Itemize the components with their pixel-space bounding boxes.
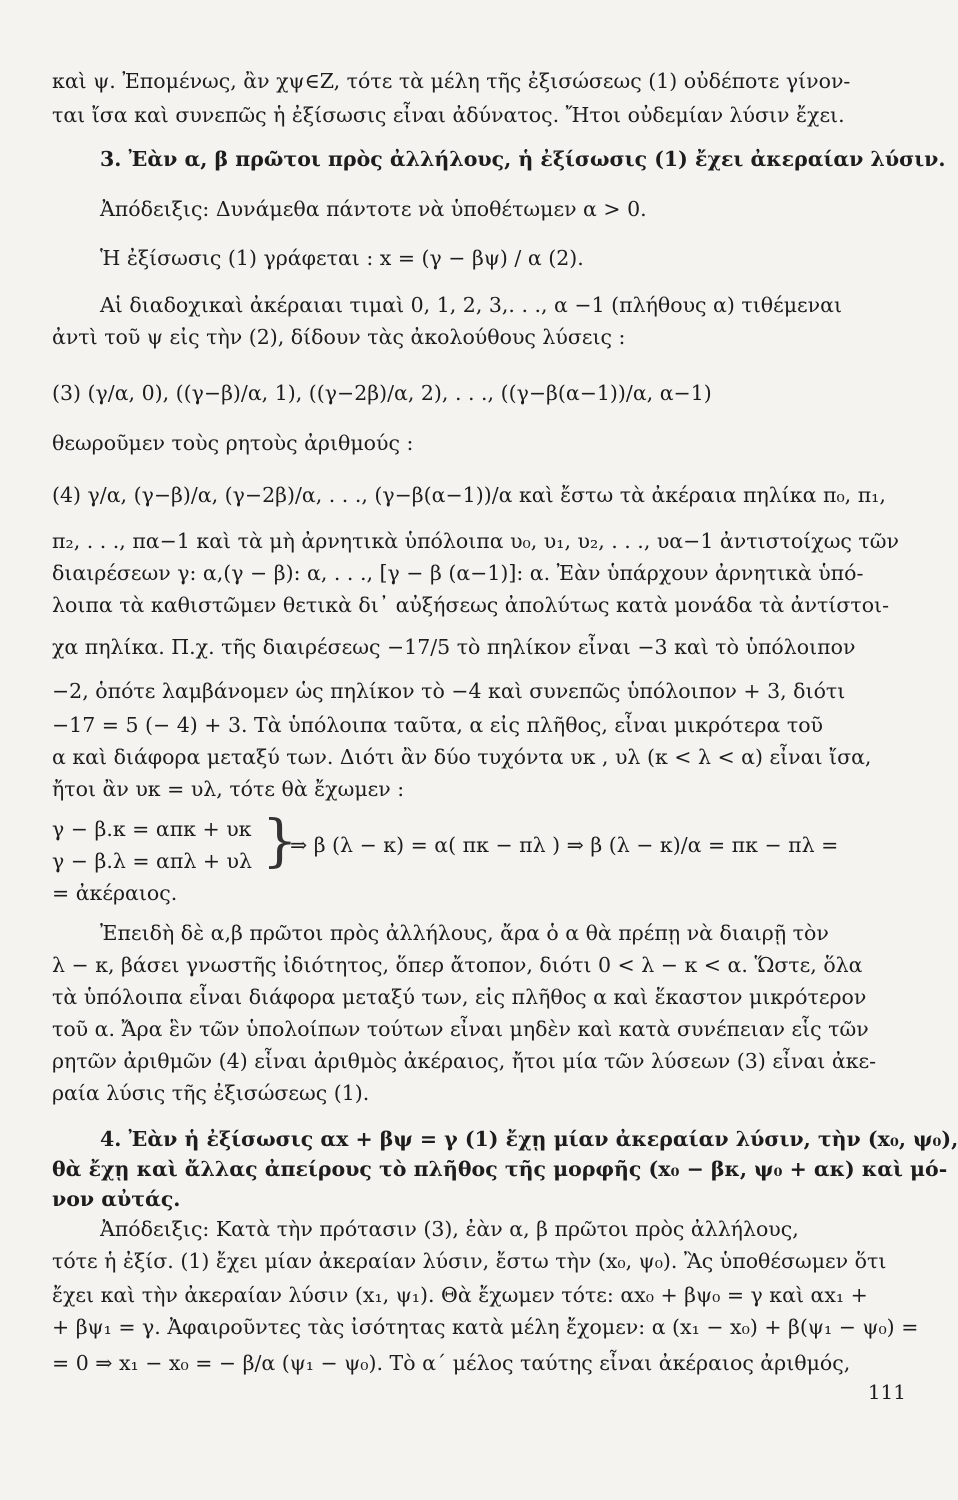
proof-intro: Ἀπόδειξις: Δυνάμεθα πάντοτε νὰ ὑποθέτωμεν α > 0. (100, 197, 647, 221)
brace-icon: } (262, 809, 298, 874)
text-line: = ἀκέραιος. (52, 881, 178, 905)
text-line: Αἱ διαδοχικαὶ ἀκέραιαι τιμαὶ 0, 1, 2, 3,. . ., α −1 (πλήθους α) τιθέμεναι (100, 293, 843, 317)
system-implication: ⇒ β (λ − κ) = α( πκ − πλ ) ⇒ β (λ − κ)/α = πκ − πλ = (290, 833, 839, 857)
section-heading-4-cont: θὰ ἔχῃ καὶ ἄλλας ἀπείρους τὸ πλῆθος τῆς μορφῆς (x₀ − βκ, ψ₀ + ακ) καὶ μό- (52, 1157, 948, 1181)
system-equation-2: γ − β.λ = απλ + υλ (52, 849, 253, 873)
proof-intro: Ἀπόδειξις: Κατὰ τὴν πρότασιν (3), ἐὰν α, β πρῶτοι πρὸς ἀλλήλους, (100, 1217, 799, 1241)
text-line: = 0 ⇒ x₁ − x₀ = − β/α (ψ₁ − ψ₀). Τὸ α´ μέλος ταύτης εἶναι ἀκέραιος ἀριθμός, (52, 1351, 851, 1375)
text-line: τοῦ α. Ἄρα ἓν τῶν ὑπολοίπων τούτων εἶναι μηδὲν καὶ κατὰ συνέπειαν εἷς τῶν (52, 1017, 869, 1041)
text-line: −17 = 5 (− 4) + 3. Τὰ ὑπόλοιπα ταῦτα, α εἰς πλῆθος, εἶναι μικρότερα τοῦ (52, 713, 823, 737)
page-number: 111 (867, 1380, 906, 1404)
text-line: λ − κ, βάσει γνωστῆς ἰδιότητος, ὅπερ ἄτοπον, διότι 0 < λ − κ < α. Ὥστε, ὅλα (52, 953, 863, 977)
text-line: τότε ἡ ἐξίσ. (1) ἔχει μίαν ἀκεραίαν λύσιν, ἔστω τὴν (x₀, ψ₀). Ἂς ὑποθέσωμεν ὅτι (52, 1249, 887, 1273)
text-line: χα πηλίκα. Π.χ. τῆς διαιρέσεως −17/5 τὸ πηλίκον εἶναι −3 καὶ τὸ ὑπόλοιπον (52, 635, 856, 659)
text-line: −2, ὁπότε λαμβάνομεν ὡς πηλίκον τὸ −4 καὶ συνεπῶς ὑπόλοιπον + 3, διότι (52, 679, 846, 703)
text-line: θεωροῦμεν τοὺς ρητοὺς ἀριθμούς : (52, 431, 414, 455)
section-heading-4: 4. Ἐὰν ἡ ἐξίσωσις αx + βψ = γ (1) ἔχῃ μίαν ἀκεραίαν λύσιν, τὴν (x₀, ψ₀), (100, 1127, 958, 1151)
text-line: α καὶ διάφορα μεταξύ των. Διότι ἂν δύο τυχόντα υκ , υλ (κ < λ < α) εἶναι ἴσα, (52, 745, 872, 769)
text-line: λοιπα τὰ καθιστῶμεν θετικὰ δι᾿ αὐξήσεως ἀπολύτως κατὰ μονάδα τὰ ἀντίστοι- (52, 593, 890, 617)
text-line: + βψ₁ = γ. Ἀφαιροῦντες τὰς ἰσότητας κατὰ μέλη ἔχομεν: α (x₁ − x₀) + β(ψ₁ − ψ₀) = (52, 1315, 919, 1339)
text-line: ἀντὶ τοῦ ψ εἰς τὴν (2), δίδουν τὰς ἀκολούθους λύσεις : (52, 325, 626, 349)
rationals-list-4: (4) γ/α, (γ−β)/α, (γ−2β)/α, . . ., (γ−β(α−1))/α καὶ ἔστω τὰ ἀκέραια πηλίκα π₀, π₁, (52, 483, 886, 507)
section-heading-4-end: νον αὐτάς. (52, 1187, 181, 1211)
text-line: διαιρέσεων γ: α,(γ − β): α, . . ., [γ − β (α−1)]: α. Ἐὰν ὑπάρχουν ἀρνητικὰ ὑπό- (52, 561, 864, 585)
text-line: π₂, . . ., πα−1 καὶ τὰ μὴ ἀρνητικὰ ὑπόλοιπα υ₀, υ₁, υ₂, . . ., υα−1 ἀντιστοίχως τῶν (52, 529, 899, 553)
text-line: ραία λύσις τῆς ἐξισώσεως (1). (52, 1081, 370, 1105)
text-line: ἔχει καὶ τὴν ἀκεραίαν λύσιν (x₁, ψ₁). Θὰ ἔχωμεν τότε: αx₀ + βψ₀ = γ καὶ αx₁ + (52, 1283, 868, 1307)
solutions-list-3: (3) (γ/α, 0), ((γ−β)/α, 1), ((γ−2β)/α, 2), . . ., ((γ−β(α−1))/α, α−1) (52, 381, 712, 405)
system-equation-1: γ − β.κ = απκ + υκ (52, 817, 252, 841)
text-line: καὶ ψ. Ἐπομένως, ἂν χψ∈Z, τότε τὰ μέλη τῆς ἐξισώσεως (1) οὐδέποτε γίνον- (52, 69, 851, 93)
text-line: ρητῶν ἀριθμῶν (4) εἶναι ἀριθμὸς ἀκέραιος, ἤτοι μία τῶν λύσεων (3) εἶναι ἀκε- (52, 1049, 877, 1073)
text-line: ται ἴσα καὶ συνεπῶς ἡ ἐξίσωσις εἶναι ἀδύνατος. Ἤτοι οὐδεμίαν λύσιν ἔχει. (52, 103, 845, 127)
section-heading-3: 3. Ἐὰν α, β πρῶτοι πρὸς ἀλλήλους, ἡ ἐξίσωσις (1) ἔχει ἀκεραίαν λύσιν. (100, 147, 946, 171)
equation-2: Ἡ ἐξίσωσις (1) γράφεται : x = (γ − βψ) / α (2). (100, 246, 584, 270)
text-line: τὰ ὑπόλοιπα εἶναι διάφορα μεταξύ των, εἰς πλῆθος α καὶ ἕκαστον μικρότερον (52, 985, 867, 1009)
text-line: Ἐπειδὴ δὲ α,β πρῶτοι πρὸς ἀλλήλους, ἄρα ὁ α θὰ πρέπῃ νὰ διαιρῇ τὸν (100, 921, 829, 945)
text-line: ἤτοι ἂν υκ = υλ, τότε θὰ ἔχωμεν : (52, 777, 405, 801)
